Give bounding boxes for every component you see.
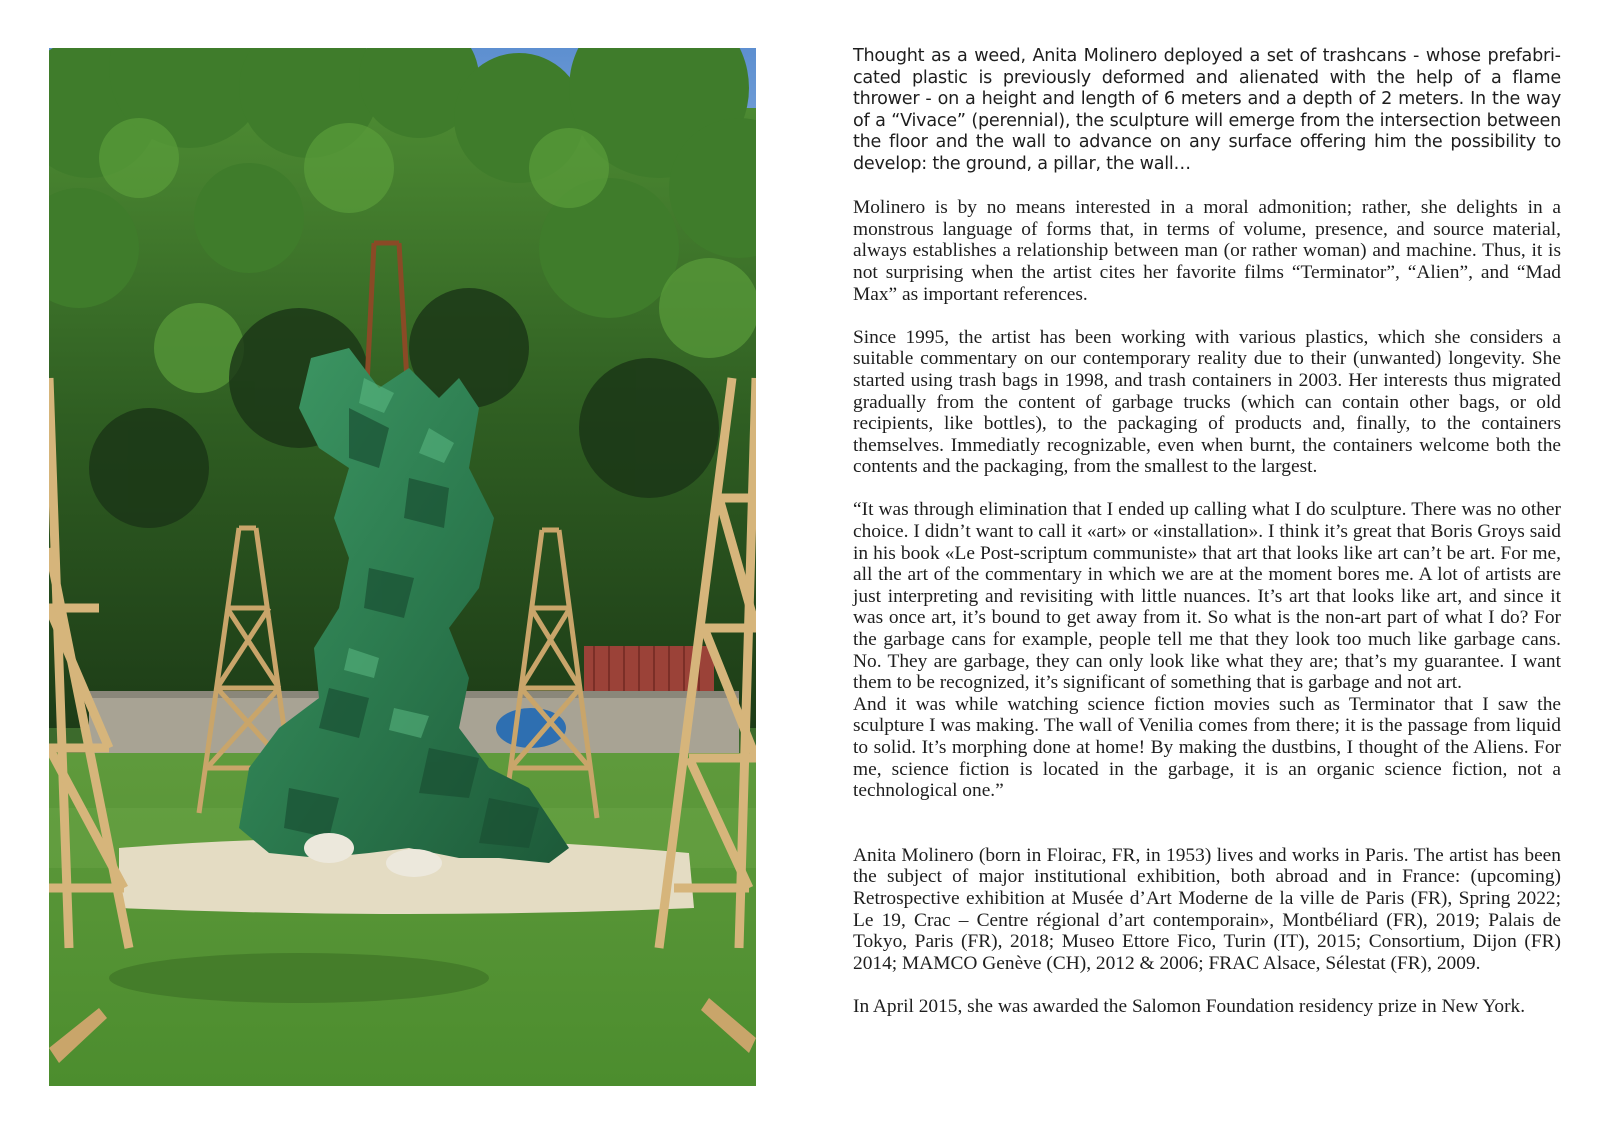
paragraph-plastics: Since 1995, the artist has been working with various plastics, which she considers a suitable commentary on our contemporary reality due to their (unwanted) longevity. She started using trash bags in 1998, and trash containers in 2003. Her interests thus migrated gradually from the content of garbage trucks (which can contain other bags, or old recipients, like bottles), to the packaging of products and, finally, to the containers themselves. Immediatly recognizable, even when burnt, the containers welcome both the contents and the packaging, from the smallest to the largest.: [853, 326, 1561, 478]
paragraph-intro: Thought as a weed, Anita Molinero deployed a set of trashcans - whose prefabricated plastic is previously deformed and alienated with the help of a flame thrower - on a height and length of 6 meters and a depth of 2 meters. In the way of a “Vivace” (perennial), the sculpture will emerge from the intersection between the floor and the wall to advance on any surface offering him the possibility to develop: the ground, a pillar, the wall…: [853, 46, 1561, 174]
paragraph-quote: “It was through elimination that I ended up calling what I do sculpture. There was no other choice. I didn’t want to call it «art» or «installation». I think it’s great that Boris Groys said in his book «Le Post-scriptum communiste» that art that looks like art can’t be art. For me, all the art of the commentary in which we are at the moment bores me. A lot of artists are just interpreting and revisiting with little nuances. It’s art that looks like art, and since it was once art, it’s bound to get away from it. So what is the non-art part of what I do? For the garbage cans for example, people tell me that they look too much like garbage cans. No. They are garbage, they can only look like what they are; that’s my guarantee. I want them to be recognized, it’s significant of something that is garbage and not art.: [853, 499, 1561, 694]
text-column: [853, 46, 1561, 1039]
paragraph-molinero-forms: Molinero is by no means interested in a moral admonition; rather, she delights in a monstrous language of forms that, in terms of volume, presence, and source material, always establishes a relationship between man (or rather woman) and machine. Thus, it is not surprising when the artist cites her favorite films “Terminator”, “Alien”, and “Mad Max” as important references.: [853, 197, 1561, 305]
photo-illustration: [49, 48, 756, 1086]
paragraph-award: In April 2015, she was awarded the Salomon Foundation residency prize in New York.: [853, 995, 1526, 1017]
bag: [304, 833, 354, 863]
paragraph-quote-continued: And it was while watching science fiction movies such as Terminator that I saw the sculpture I was making. The wall of Venilia comes from there; it is the passage from liquid to solid. It’s morphing done at home! By making the dustbins, I thought of the Aliens. For me, science fiction is located in the garbage, it is an organic science fiction, not a technological one.”: [853, 693, 1561, 802]
bag: [386, 849, 442, 877]
sculpture-photo: [49, 48, 756, 1086]
paragraph-biography: Anita Molinero (born in Floirac, FR, in 1953) lives and works in Paris. The artist has been the subject of major institutional exhibition, both abroad and in France: (upcoming) Retrospective exhibition at Musée d’Art Moderne de la ville de Paris (FR), Spring 2022; Le 19, Crac – Centre régional d’art contemporain», Montbéliard (FR), 2019; Palais de Tokyo, Paris (FR), 2018; Museo Ettore Fico, Turin (IT), 2015; Consortium, Dijon (FR) 2014; MAMCO Genève (CH), 2012 & 2006; FRAC Alsace, Sélestat (FR), 2009.: [853, 844, 1561, 974]
